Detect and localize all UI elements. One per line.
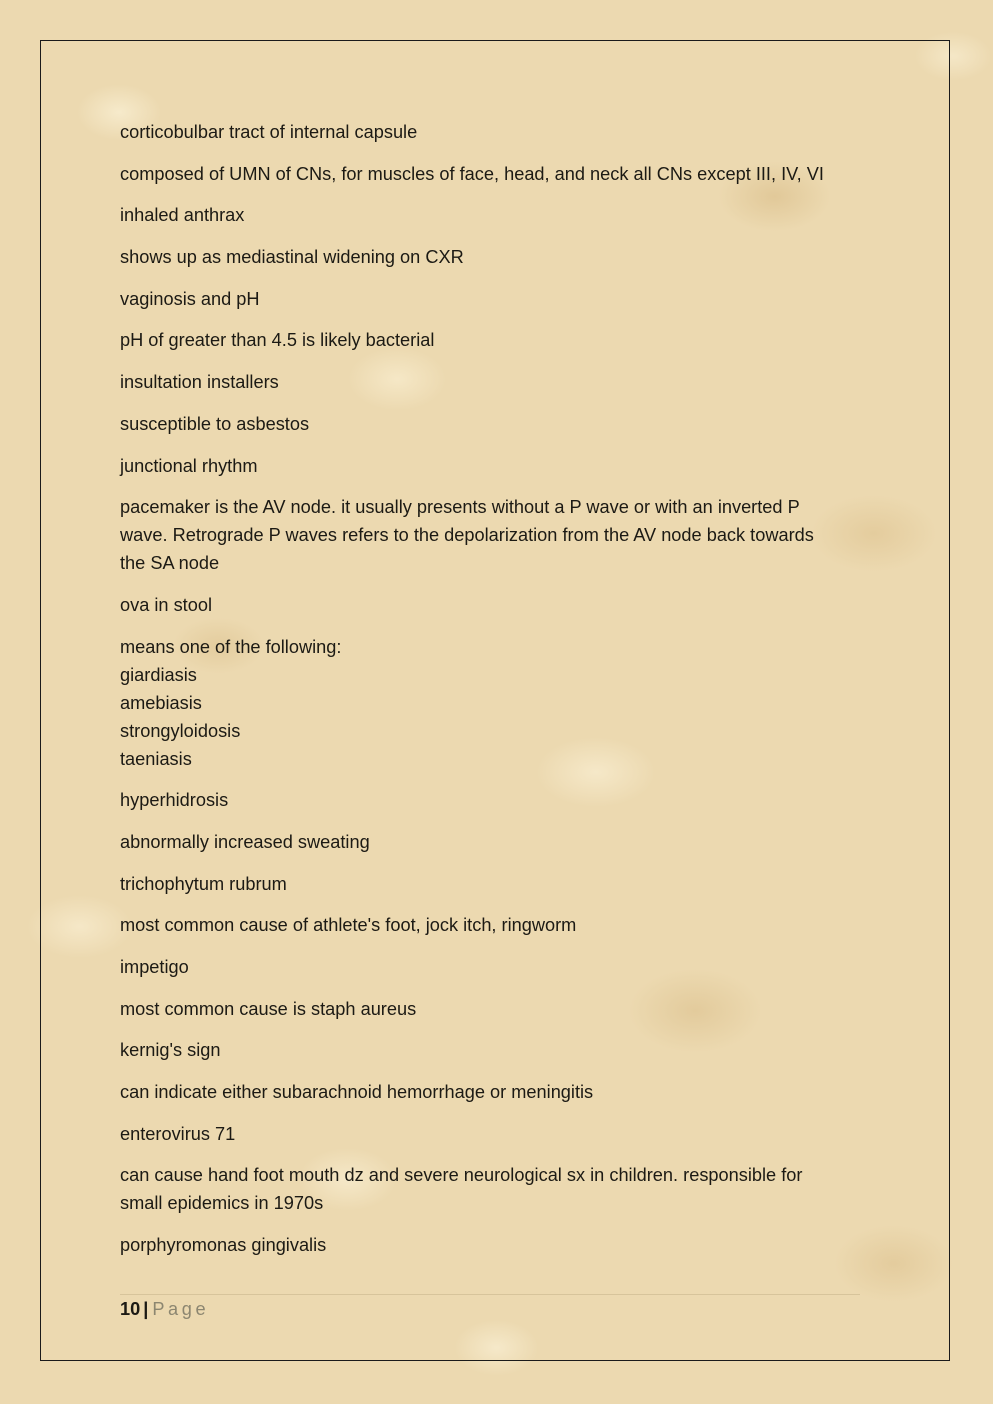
- definition-corticobulbar-tract: composed of UMN of CNs, for muscles of face, head, and neck all CNs except III, IV, VI: [120, 163, 824, 184]
- term-hyperhidrosis: hyperhidrosis: [120, 790, 229, 811]
- document-body: [120, 118, 870, 1273]
- term-impetigo: impetigo: [120, 957, 189, 977]
- definition-hyperhidrosis: abnormally increased sweating: [120, 831, 370, 852]
- definition-trichophytum-rubrum: most common cause of athlete's foot, jock itch, ringworm: [120, 915, 577, 936]
- definition-vaginosis-ph: pH of greater than 4.5 is likely bacterial: [120, 330, 435, 351]
- definition-ova-in-stool: means one of the following: giardiasis amebiasis strongyloidosis taeniasis: [120, 636, 342, 769]
- page-label: Page: [152, 1299, 210, 1319]
- term-junctional-rhythm: junctional rhythm: [120, 455, 258, 476]
- term-kernigs-sign: kernig's sign: [120, 1040, 221, 1061]
- definition-junctional-rhythm: pacemaker is the AV node. it usually presents without a P wave or with an inverted P wave. Retrograde P waves refers to the depolarization from the AV node back towards the SA node: [120, 497, 814, 574]
- term-corticobulbar-tract: corticobulbar tract of internal capsule: [120, 122, 418, 142]
- term-ova-in-stool: ova in stool: [120, 594, 213, 615]
- footer-separator: |: [143, 1299, 149, 1319]
- term-trichophytum-rubrum: trichophytum rubrum: [120, 873, 287, 894]
- term-inhaled-anthrax: inhaled anthrax: [120, 205, 245, 226]
- definition-enterovirus-71: can cause hand foot mouth dz and severe neurological sx in children. responsible for small epidemics in 1970s: [120, 1165, 803, 1214]
- term-porphyromonas-gingivalis: porphyromonas gingivalis: [120, 1235, 327, 1256]
- page-number: 10: [120, 1299, 141, 1319]
- page-footer: [120, 1294, 860, 1323]
- definition-insultation-installers: susceptible to asbestos: [120, 413, 310, 434]
- definition-impetigo: most common cause is staph aureus: [120, 998, 417, 1019]
- term-vaginosis-ph: vaginosis and pH: [120, 288, 260, 309]
- term-enterovirus-71: enterovirus 71: [120, 1123, 236, 1144]
- definition-kernigs-sign: can indicate either subarachnoid hemorrhage or meningitis: [120, 1082, 594, 1103]
- term-insultation-installers: insultation installers: [120, 372, 279, 393]
- definition-inhaled-anthrax: shows up as mediastinal widening on CXR: [120, 247, 464, 268]
